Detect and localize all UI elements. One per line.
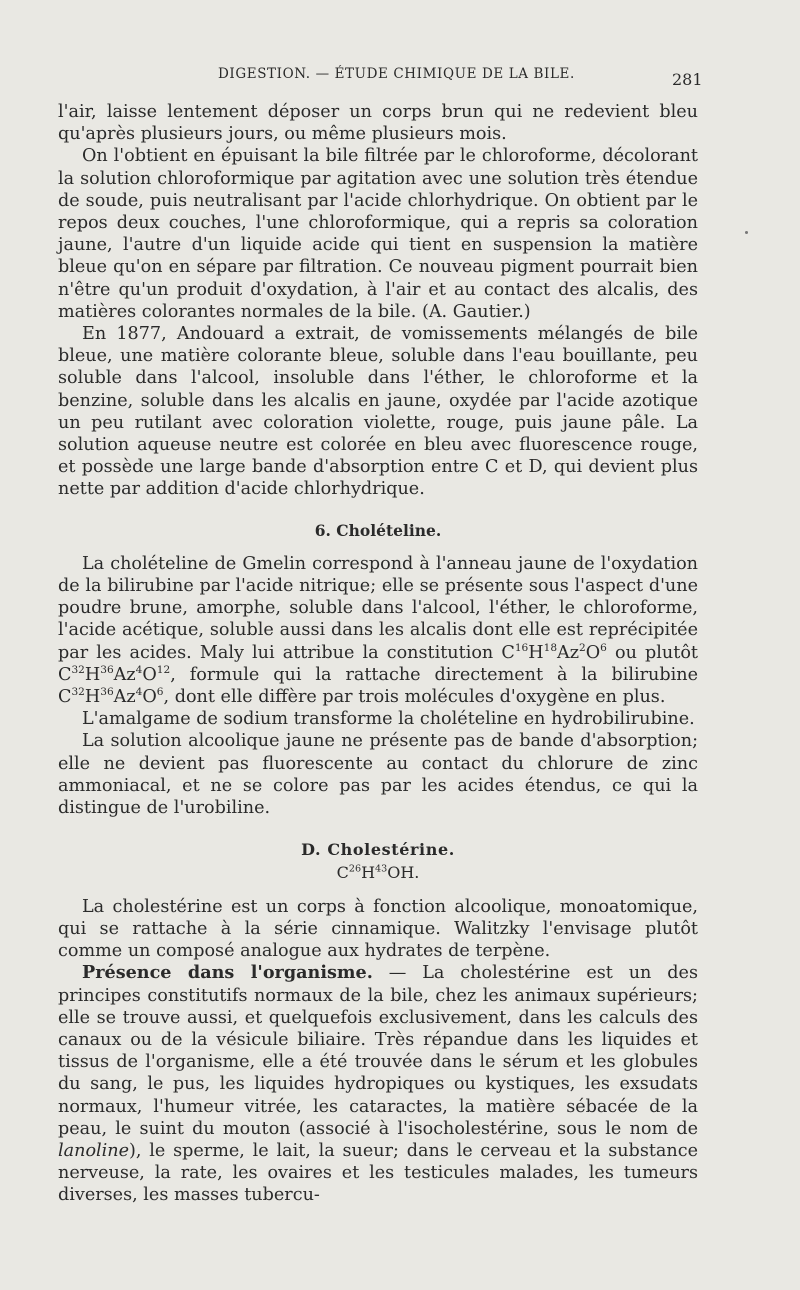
speck — [745, 231, 748, 234]
section-heading-cholesterine: D. Cholestérine. — [301, 840, 455, 860]
chemical-formula: $C^{16}H^{18}Az^2O^6$ — [501, 641, 607, 663]
paragraph: La cholestérine est un corps à fonction alcoolique, monoatomique, qui se rattache à la série cinnamique. Walitzky l'envisage plutôt comme un composé analogue aux hydrates de terpène. — [58, 896, 698, 962]
paragraph: On l'obtient en épuisant la bile filtrée par le chloroforme, décolorant la solution chloroformique par agitation avec une solution très étendue de soude, puis neutralisant par l'acide chlorhydrique. On obtient par le repos deux couches, l'une chloroformique, qui a repris sa coloration jaune, l'autre d'un liquide acide qui tient en suspension la matière bleue qu'on en sépare par filtration. Ce nouveau pigment pourrait bien n'être qu'un produit d'oxydation, à l'air et au contact des alcalis, des matières colorantes normales de la bile. (A. Gautier.) — [58, 146, 698, 322]
cholesterine-formula: $C^{26}H^{43}OH$. — [336, 862, 420, 882]
chemical-formula: $C^{32}H^{36}Az^4O^{12}$ — [58, 664, 171, 685]
section-heading-choleteline: 6. Cholételine. — [314, 520, 442, 540]
running-title: DIGESTION. — ÉTUDE CHIMIQUE DE LA BILE. — [218, 66, 575, 82]
body-text — [58, 101, 698, 1207]
paragraph: La solution alcoolique jaune ne présente pas de bande d'absorption; elle ne devient pas fluorescente au contact du chlorure de zinc ammoniacal, et ne se colore pas par les acides étendus, ce qui la distingue de l'urobiline. — [58, 731, 698, 819]
paragraph: La cholételine de Gmelin correspond à l'anneau jaune de l'oxydation de la bilirubine par l'acide nitrique; elle se présente sous l'aspect d'une poudre brune, amorphe, soluble dans l'alcool, l'éther, le chloroforme, l'acide acétique, soluble aussi dans les alcalis dont elle est reprécipitée par les acides. Maly lui attribue la constitution $C^{16}H^{18}Az^2O^6$ ou plutôt $C^{32}H^{36}Az^4O^{12}$, formule qui la rattache directement à la bilirubine $C^{32}H^{36}Az^4O^6$, dont elle diffère par trois molécules d'oxygène en plus. — [58, 553, 698, 708]
italic-term: lanoline — [58, 1140, 130, 1161]
paragraph: En 1877, Andouard a extrait, de vomissements mélangés de bile bleue, une matière colorante bleue, soluble dans l'eau bouillante, peu soluble dans l'alcool, insoluble dans l'éther, le chloroforme et la benzine, soluble dans les alcalis en jaune, oxydée par l'acide azotique un peu rutilant avec coloration violette, rouge, puis jaune pâle. La solution aqueuse neutre est colorée en bleu avec fluorescence rouge, et possède une large bande d'absorption entre C et D, qui devient plus nette par addition d'acide chlorhydrique. — [58, 324, 698, 500]
paragraph: L'amalgame de sodium transforme la cholételine en hydrobilirubine. — [82, 709, 695, 730]
paragraph: l'air, laisse lentement déposer un corps brun qui ne redevient bleu qu'après plusieurs jours, ou même plusieurs mois. — [58, 102, 698, 145]
run-in-heading: Présence dans l'organisme. — [82, 962, 373, 984]
page-number: 281 — [672, 70, 703, 89]
chemical-formula: $C^{32}H^{36}Az^4O^6$ — [58, 686, 164, 708]
page-header — [0, 66, 800, 90]
paragraph: Présence dans l'organisme. — La cholestérine est un des principes constitutifs normaux de la bile, chez les animaux supérieurs; elle se trouve aussi, et quelquefois exclusivement, dans les calculs des canaux ou de la vésicule biliaire. Très répandue dans les liquides et tissus de l'organisme, elle a été trouvée dans le sérum et les globules du sang, le pus, les liquides hydropiques ou kystiques, les exsudats normaux, l'humeur vitrée, les cataractes, la matière sébacée de la peau, le suint du mouton (associé à l'isocholestérine, sous le nom de lanoline), le sperme, le lait, la sueur; dans le cerveau et la substance nerveuse, la rate, les ovaires et les testicules malades, les tumeurs diverses, les masses tubercu- — [58, 962, 698, 1206]
